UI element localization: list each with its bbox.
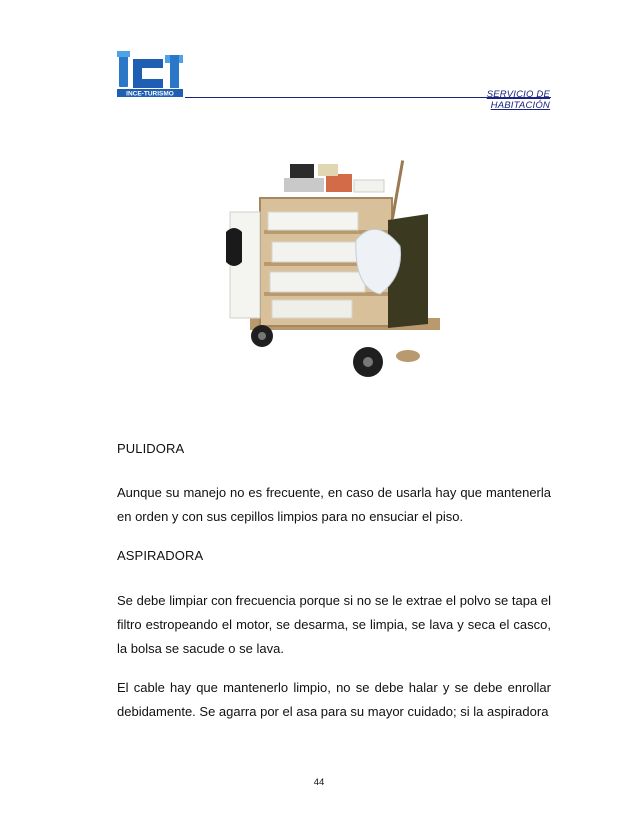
section-aspiradora-body-2	[117, 676, 551, 724]
paragraph: Aunque su manejo no es frecuente, en caso de usarla hay que mantenerla en orden y con sus cepillos limpios para no ensuciar el piso.	[117, 485, 551, 524]
housekeeping-cart-photo	[222, 150, 444, 382]
header-title	[487, 89, 550, 111]
ince-turismo-logo	[117, 49, 185, 97]
header-title-line1: SERVICIO DE	[486, 89, 550, 100]
section-heading: PULIDORA	[117, 441, 185, 456]
section-pulidora	[117, 441, 551, 456]
section-pulidora-body	[117, 481, 551, 529]
section-aspiradora-body	[117, 589, 551, 661]
svg-text:INCE-TURISMO: INCE-TURISMO	[126, 90, 174, 97]
paragraph: Se debe limpiar con frecuencia porque si no se le extrae el polvo se tapa el filtro estropeando el motor, se desarma, se limpia, se lava y seca el casco, la bolsa se sacude o se lava.	[117, 593, 551, 656]
section-heading: ASPIRADORA	[117, 548, 204, 563]
section-aspiradora	[117, 548, 551, 563]
header-title-line2: HABITACIÓN	[490, 100, 550, 111]
page-number: 44	[313, 777, 325, 788]
paragraph: El cable hay que mantenerlo limpio, no se debe halar y se debe enrollar debidamente. Se agarra por el asa para su mayor cuidado; si la aspiradora	[117, 680, 551, 719]
